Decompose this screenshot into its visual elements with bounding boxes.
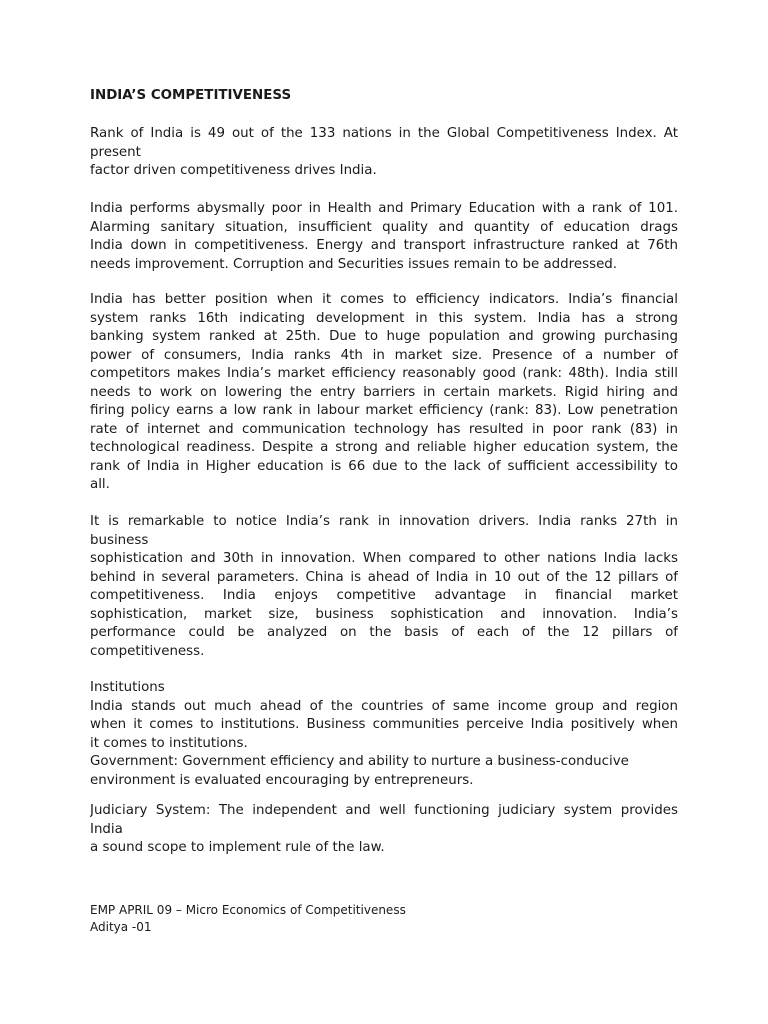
text-line: needs to work on lowering the entry barriers in certain markets. Rigid hiring and	[90, 384, 678, 400]
text-line: behind in several parameters. China is ahead of India in 10 out of the 12 pillars of	[90, 569, 678, 585]
text-line: Alarming sanitary situation, insufficient quality and quantity of education drags	[90, 219, 678, 235]
text-line: India stands out much ahead of the countries of same income group and region	[90, 698, 678, 714]
text-line: needs improvement. Corruption and Securities issues remain to be addressed.	[90, 256, 618, 272]
text-line: India down in competitiveness. Energy and transport infrastructure ranked at 76th	[90, 238, 678, 253]
text-line: present	[90, 144, 141, 160]
section-heading-institutions: Institutions	[90, 680, 165, 695]
paragraph-institutions	[90, 679, 678, 790]
paragraph-innovation	[90, 513, 678, 661]
text-line: it comes to institutions.	[90, 735, 248, 751]
footer-author: Aditya -01	[90, 920, 152, 934]
paragraph-efficiency	[90, 291, 678, 495]
footer	[90, 902, 406, 936]
text-line: business	[90, 532, 149, 548]
paragraph-judiciary	[90, 802, 678, 858]
text-line: sophistication, market size, business sophistication and innovation. India’s	[90, 606, 678, 622]
text-line: Government: Government efficiency and ability to nurture a business-conducive	[90, 754, 629, 769]
text-line: when it comes to institutions. Business communities perceive India positively when	[90, 717, 678, 732]
text-line: system ranks 16th indicating development in this system. India has a strong	[90, 310, 678, 326]
text-line: factor driven competitiveness drives India.	[90, 163, 377, 178]
text-line: India performs abysmally poor in Health and Primary Education with a rank of 101.	[90, 201, 678, 216]
text-line: power of consumers, India ranks 4th in market size. Presence of a number of	[90, 347, 678, 363]
page-title: INDIA’S COMPETITIVENESS	[90, 88, 292, 103]
text-line: firing policy earns a low rank in labour market efficiency (rank: 83). Low penetration	[90, 403, 678, 418]
text-line: It is remarkable to notice India’s rank in innovation drivers. India ranks 27th in	[90, 514, 678, 529]
text-line: competitiveness.	[90, 643, 205, 659]
text-line: competitors makes India’s market efficiency reasonably good (rank: 48th). India still	[90, 366, 678, 381]
text-line: banking system ranked at 25th. Due to huge population and growing purchasing	[90, 329, 678, 344]
paragraph-global-rank	[90, 125, 678, 181]
text-line: a sound scope to implement rule of the law.	[90, 840, 385, 855]
text-line: Rank of India is 49 out of the 133 nations in the Global Competitiveness Index. At	[90, 126, 678, 141]
text-line: environment is evaluated encouraging by entrepreneurs.	[90, 772, 474, 788]
text-line: all.	[90, 477, 110, 492]
text-line: India	[90, 821, 123, 837]
text-line: sophistication and 30th in innovation. When compared to other nations India lacks	[90, 551, 678, 566]
footer-course: EMP APRIL 09 – Micro Economics of Competitiveness	[90, 903, 406, 917]
text-line: technological readiness. Despite a strong and reliable higher education system, the	[90, 440, 678, 455]
text-line: competitiveness. India enjoys competitive advantage in financial market	[90, 588, 678, 603]
paragraph-health-education	[90, 200, 678, 274]
text-line: Judiciary System: The independent and well functioning judiciary system provides	[90, 803, 678, 818]
text-line: India has better position when it comes to efficiency indicators. India’s financial	[90, 292, 678, 307]
text-line: rate of internet and communication technology has resulted in poor rank (83) in	[90, 421, 678, 437]
text-line: rank of India in Higher education is 66 due to the lack of sufficient accessibility to	[90, 458, 678, 474]
text-line: performance could be analyzed on the basis of each of the 12 pillars of	[90, 625, 678, 640]
